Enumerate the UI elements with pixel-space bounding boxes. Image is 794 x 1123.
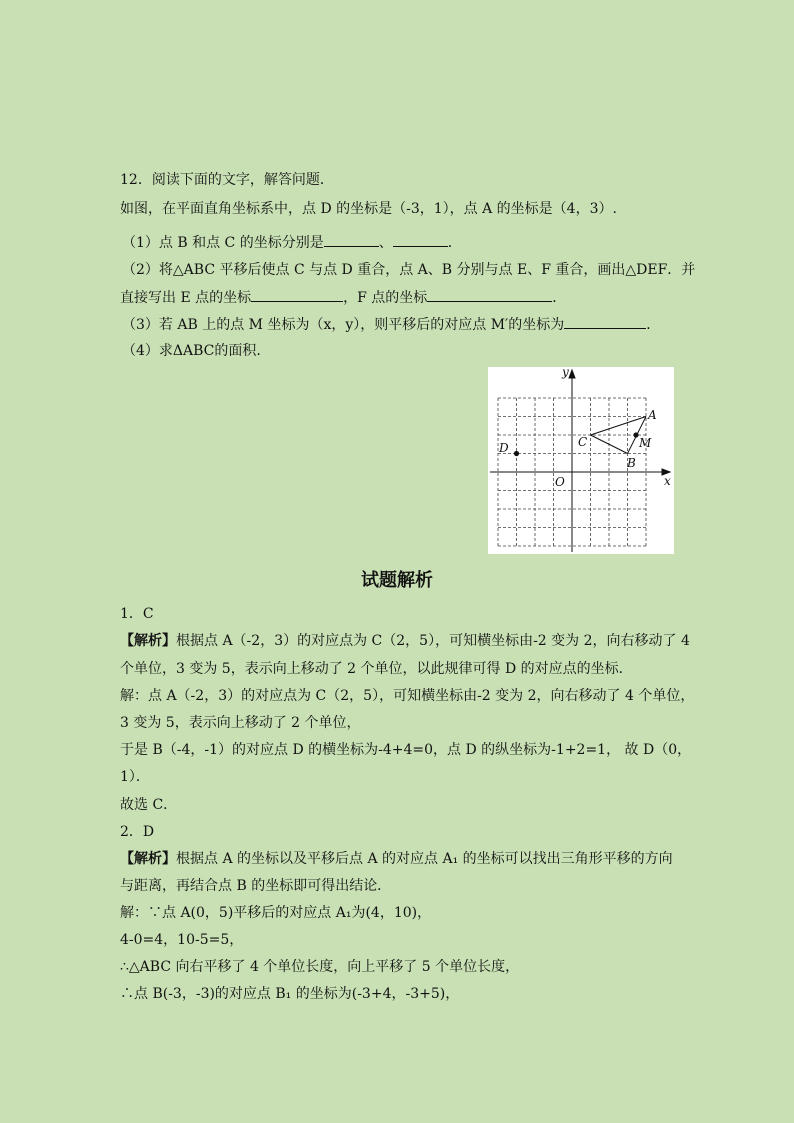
question-12-intro: 如图，在平面直角坐标系中，点 D 的坐标是（-3，1），点 A 的坐标是（4，3）.	[120, 201, 617, 217]
solution-2-step: 解：∵点 A(0，5)平移后的对应点 A₁为(4，10)，	[120, 905, 432, 921]
question-12-part-1: （1）点 B 和点 C 的坐标分别是 、 ．	[122, 232, 462, 253]
point-m-label: M	[639, 436, 652, 450]
solution-1-answer: 1．C	[120, 606, 154, 622]
answer-blank	[564, 314, 646, 329]
solution-2-answer: 2．D	[120, 824, 155, 840]
solution-1-step: 解：点 A（-2，3）的对应点为 C（2，5），可知横坐标由-2 变为 2，向右移动了 4 个单位，	[120, 688, 695, 704]
solutions-title: 试题解析	[361, 570, 433, 591]
question-12-part-4: （4）求ΔABC的面积.	[122, 343, 261, 359]
question-12-part-2-cont: 直接写出 E 点的坐标 ，F 点的坐标 ．	[120, 287, 566, 308]
point-a-label: A	[648, 408, 657, 422]
question-12-heading: 12．阅读下面的文字，解答问题．	[120, 172, 334, 188]
question-12-part-2: （2）将△ABC 平移后使点 C 与点 D 重合，点 A、B 分别与点 E、F 重合，画出△DEF．并	[122, 262, 696, 278]
point-d	[514, 451, 519, 456]
solution-1-analysis: 【解析】根据点 A（-2，3）的对应点为 C（2，5），可知横坐标由-2 变为 2，向右移动了 4	[120, 633, 690, 649]
solution-2-step: 4-0=4，10-5=5，	[120, 932, 244, 948]
answer-blank	[251, 287, 343, 302]
point-c-label: C	[578, 435, 588, 449]
x-axis-label: x	[664, 474, 671, 488]
solution-2-analysis-cont: 与距离，再结合点 B 的坐标即可得出结论．	[120, 878, 392, 894]
origin-label: O	[555, 475, 565, 489]
solution-1-step: 于是 B（-4，-1）的对应点 D 的横坐标为-4+4=0，点 D 的纵坐标为-1+2=1， 故 D（0，	[120, 742, 692, 758]
solution-1-analysis-cont: 个单位，3 变为 5，表示向上移动了 2 个单位，以此规律可得 D 的对应点的坐标．	[120, 661, 633, 677]
coordinate-grid-svg	[488, 367, 674, 554]
answer-blank	[427, 287, 552, 302]
answer-blank	[324, 232, 379, 247]
solution-1-step: 3 变为 5，表示向上移动了 2 个单位，	[120, 715, 361, 731]
y-axis-arrow	[569, 370, 575, 378]
question-12-part-3: （3）若 AB 上的点 M 坐标为（x，y），则平移后的对应点 M′的坐标为 ．	[122, 314, 660, 335]
point-m	[633, 432, 638, 437]
point-d-label: D	[499, 441, 509, 455]
solution-1-conclusion: 故选 C．	[120, 797, 178, 813]
answer-blank	[393, 232, 448, 247]
solution-1-step: 1）．	[120, 769, 150, 785]
coordinate-figure	[488, 367, 674, 554]
solution-2-analysis: 【解析】根据点 A 的坐标以及平移后点 A 的对应点 A₁ 的坐标可以找出三角形平移的方向	[120, 851, 673, 867]
y-axis-label: y	[562, 367, 569, 379]
solution-2-step: ∴点 B(-3，-3)的对应点 B₁ 的坐标为(-3+4，-3+5)，	[120, 986, 460, 1002]
solution-2-step: ∴△ABC 向右平移了 4 个单位长度，向上平移了 5 个单位长度，	[120, 959, 520, 975]
point-b-label: B	[627, 456, 636, 470]
